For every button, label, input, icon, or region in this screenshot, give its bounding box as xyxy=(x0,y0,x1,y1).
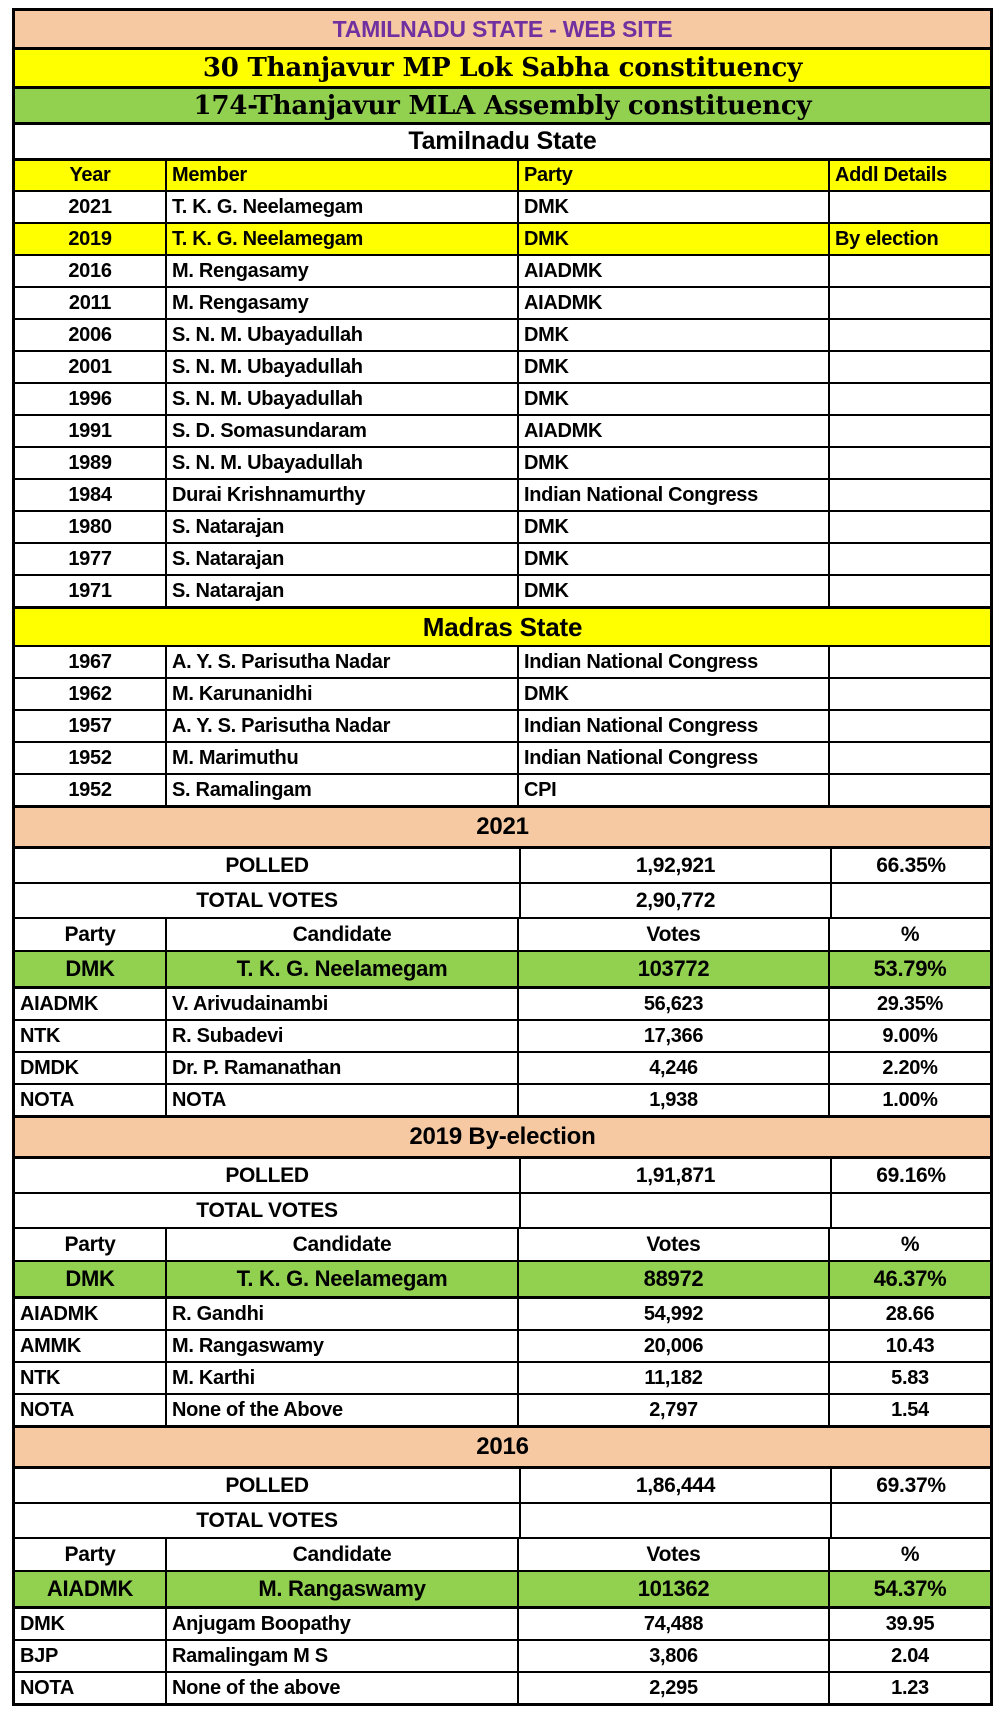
percent-cell: 46.37% xyxy=(828,1262,990,1296)
addl-details-cell xyxy=(828,576,990,606)
addl-details-cell xyxy=(828,352,990,382)
history-row xyxy=(15,414,990,446)
party-cell: DMK xyxy=(517,320,828,350)
party-cell: Indian National Congress xyxy=(517,711,828,741)
state-section-title-madras: Madras State xyxy=(15,606,990,645)
total-votes-value xyxy=(519,1504,830,1537)
party-column-header: Party xyxy=(64,1542,116,1566)
history-row xyxy=(15,773,990,805)
total-votes-label: TOTAL VOTES xyxy=(196,1508,338,1532)
result-row xyxy=(15,1639,990,1671)
party-cell: DMK xyxy=(20,1612,65,1635)
candidate-cell: T. K. G. Neelamegam xyxy=(165,952,517,986)
member-cell: M. Karunanidhi xyxy=(165,679,517,709)
total-votes-value xyxy=(519,1194,830,1227)
party-cell: NOTA xyxy=(20,1398,74,1421)
votes-cell: 101362 xyxy=(517,1572,828,1606)
year-cell: 1996 xyxy=(68,387,112,410)
percent-cell: 1.00% xyxy=(828,1085,990,1115)
votes-cell: 20,006 xyxy=(517,1331,828,1361)
addl-details-column-header: Addl Details xyxy=(828,161,990,190)
party-cell: NOTA xyxy=(20,1676,74,1699)
history-row xyxy=(15,510,990,542)
state-section-title-tamilnadu: Tamilnadu State xyxy=(15,122,990,158)
votes-cell: 54,992 xyxy=(517,1299,828,1329)
votes-cell: 3,806 xyxy=(517,1641,828,1671)
year-column-header: Year xyxy=(69,164,111,186)
percent-column-header: % xyxy=(828,1229,990,1260)
addl-details-cell xyxy=(828,647,990,677)
member-cell: M. Rengasamy xyxy=(165,256,517,286)
total-votes-label: TOTAL VOTES xyxy=(196,1198,338,1222)
party-cell: AIADMK xyxy=(517,256,828,286)
addl-details-cell xyxy=(828,711,990,741)
year-cell: 2021 xyxy=(68,195,112,218)
year-cell: 1962 xyxy=(68,682,112,705)
party-cell: CPI xyxy=(517,775,828,805)
candidate-column-header: Candidate xyxy=(165,1539,517,1570)
total-votes-percent xyxy=(830,1504,990,1537)
constituency-table xyxy=(12,8,993,1706)
addl-details-cell xyxy=(828,192,990,222)
member-cell: S. Natarajan xyxy=(165,576,517,606)
candidate-cell: M. Karthi xyxy=(165,1363,517,1393)
total-votes-label: TOTAL VOTES xyxy=(196,888,338,912)
election-other-rows xyxy=(15,986,990,1115)
votes-cell: 88972 xyxy=(517,1262,828,1296)
history-row xyxy=(15,645,990,677)
addl-details-cell xyxy=(828,320,990,350)
site-title: TAMILNADU STATE - WEB SITE xyxy=(15,11,990,47)
candidate-cell: Ramalingam M S xyxy=(165,1641,517,1671)
party-cell: DMK xyxy=(65,956,115,981)
year-cell: 2019 xyxy=(68,227,112,250)
addl-details-cell xyxy=(828,448,990,478)
polled-label: POLLED xyxy=(225,853,309,877)
polled-row xyxy=(15,1466,990,1502)
candidate-column-header: Candidate xyxy=(165,919,517,950)
result-row xyxy=(15,1019,990,1051)
percent-cell: 29.35% xyxy=(828,989,990,1019)
party-cell: DMK xyxy=(517,384,828,414)
polled-row xyxy=(15,846,990,882)
result-row xyxy=(15,1606,990,1639)
polled-votes: 1,91,871 xyxy=(519,1159,830,1192)
party-cell: DMK xyxy=(517,512,828,542)
total-votes-percent xyxy=(830,1194,990,1227)
percent-cell: 1.23 xyxy=(828,1673,990,1703)
party-cell: DMK xyxy=(517,192,828,222)
percent-cell: 9.00% xyxy=(828,1021,990,1051)
election-year-band: 2016 xyxy=(15,1425,990,1466)
party-cell: AIADMK xyxy=(46,1576,134,1601)
party-column-header: Party xyxy=(517,161,828,190)
history-row xyxy=(15,222,990,254)
votes-cell: 2,797 xyxy=(517,1395,828,1425)
result-row xyxy=(15,1051,990,1083)
history-row xyxy=(15,574,990,606)
candidate-cell: Anjugam Boopathy xyxy=(165,1609,517,1639)
result-row xyxy=(15,1361,990,1393)
history-row xyxy=(15,741,990,773)
year-cell: 1977 xyxy=(68,547,112,570)
party-cell: Indian National Congress xyxy=(517,743,828,773)
votes-cell: 56,623 xyxy=(517,989,828,1019)
total-votes-row xyxy=(15,882,990,917)
year-cell: 1980 xyxy=(68,515,112,538)
addl-details-cell xyxy=(828,256,990,286)
result-row xyxy=(15,1393,990,1425)
addl-details-cell xyxy=(828,288,990,318)
mla-constituency-title: 174-Thanjavur MLA Assembly constituency xyxy=(15,86,990,122)
percent-cell: 39.95 xyxy=(828,1609,990,1639)
party-cell: DMDK xyxy=(20,1056,79,1079)
party-cell: NTK xyxy=(20,1366,61,1389)
votes-cell: 103772 xyxy=(517,952,828,986)
mp-constituency-title: 30 Thanjavur MP Lok Sabha constituency xyxy=(15,47,990,86)
polled-label: POLLED xyxy=(225,1163,309,1187)
history-row xyxy=(15,286,990,318)
party-cell: NTK xyxy=(20,1024,61,1047)
history-row xyxy=(15,254,990,286)
year-cell: 1971 xyxy=(68,579,112,602)
addl-details-cell xyxy=(828,512,990,542)
member-cell: Durai Krishnamurthy xyxy=(165,480,517,510)
party-cell: DMK xyxy=(517,576,828,606)
member-cell: S. Ramalingam xyxy=(165,775,517,805)
percent-cell: 2.20% xyxy=(828,1053,990,1083)
percent-cell: 54.37% xyxy=(828,1572,990,1606)
votes-cell: 74,488 xyxy=(517,1609,828,1639)
year-cell: 1957 xyxy=(68,714,112,737)
member-cell: S. Natarajan xyxy=(165,544,517,574)
votes-cell: 11,182 xyxy=(517,1363,828,1393)
party-cell: Indian National Congress xyxy=(517,647,828,677)
addl-details-cell xyxy=(828,544,990,574)
polled-percent: 66.35% xyxy=(830,849,990,882)
polled-label: POLLED xyxy=(225,1473,309,1497)
year-cell: 1991 xyxy=(68,419,112,442)
percent-column-header: % xyxy=(828,919,990,950)
votes-cell: 2,295 xyxy=(517,1673,828,1703)
results-header-row xyxy=(15,1537,990,1570)
history-row xyxy=(15,709,990,741)
member-cell: S. N. M. Ubayadullah xyxy=(165,448,517,478)
year-cell: 2016 xyxy=(68,259,112,282)
year-cell: 1984 xyxy=(68,483,112,506)
party-cell: AIADMK xyxy=(20,992,99,1015)
polled-votes: 1,92,921 xyxy=(519,849,830,882)
polled-percent: 69.16% xyxy=(830,1159,990,1192)
percent-cell: 5.83 xyxy=(828,1363,990,1393)
member-cell: M. Rengasamy xyxy=(165,288,517,318)
election-other-rows xyxy=(15,1606,990,1703)
total-votes-row xyxy=(15,1502,990,1537)
year-cell: 1989 xyxy=(68,451,112,474)
party-cell: BJP xyxy=(20,1644,59,1667)
result-row xyxy=(15,1296,990,1329)
candidate-column-header: Candidate xyxy=(165,1229,517,1260)
history-row xyxy=(15,190,990,222)
tamilnadu-history-rows xyxy=(15,190,990,606)
member-cell: S. D. Somasundaram xyxy=(165,416,517,446)
results-header-row xyxy=(15,917,990,950)
party-cell: AIADMK xyxy=(517,416,828,446)
member-cell: T. K. G. Neelamegam xyxy=(165,224,517,254)
party-column-header: Party xyxy=(64,922,116,946)
candidate-cell: Dr. P. Ramanathan xyxy=(165,1053,517,1083)
result-row xyxy=(15,1329,990,1361)
member-cell: S. N. M. Ubayadullah xyxy=(165,320,517,350)
candidate-cell: R. Subadevi xyxy=(165,1021,517,1051)
addl-details-cell: By election xyxy=(828,224,990,254)
party-cell: AIADMK xyxy=(20,1302,99,1325)
percent-cell: 53.79% xyxy=(828,952,990,986)
polled-votes: 1,86,444 xyxy=(519,1469,830,1502)
candidate-cell: V. Arivudainambi xyxy=(165,989,517,1019)
candidate-cell: None of the Above xyxy=(165,1395,517,1425)
party-column-header: Party xyxy=(64,1232,116,1256)
member-cell: S. N. M. Ubayadullah xyxy=(165,352,517,382)
polled-percent: 69.37% xyxy=(830,1469,990,1502)
year-cell: 1967 xyxy=(68,650,112,673)
votes-cell: 1,938 xyxy=(517,1085,828,1115)
member-cell: A. Y. S. Parisutha Nadar xyxy=(165,647,517,677)
member-cell: A. Y. S. Parisutha Nadar xyxy=(165,711,517,741)
votes-column-header: Votes xyxy=(517,919,828,950)
votes-cell: 17,366 xyxy=(517,1021,828,1051)
candidate-cell: M. Rangaswamy xyxy=(165,1331,517,1361)
addl-details-cell xyxy=(828,775,990,805)
party-cell: NOTA xyxy=(20,1088,74,1111)
winner-row xyxy=(15,1570,990,1606)
history-row xyxy=(15,382,990,414)
year-cell: 2001 xyxy=(68,355,112,378)
party-cell: DMK xyxy=(65,1266,115,1291)
total-votes-row xyxy=(15,1192,990,1227)
percent-cell: 1.54 xyxy=(828,1395,990,1425)
party-cell: AIADMK xyxy=(517,288,828,318)
addl-details-cell xyxy=(828,384,990,414)
history-row xyxy=(15,542,990,574)
member-cell: M. Marimuthu xyxy=(165,743,517,773)
election-year-band: 2021 xyxy=(15,805,990,846)
history-row xyxy=(15,318,990,350)
year-cell: 1952 xyxy=(68,778,112,801)
member-cell: S. N. M. Ubayadullah xyxy=(165,384,517,414)
year-cell: 1952 xyxy=(68,746,112,769)
results-header-row xyxy=(15,1227,990,1260)
addl-details-cell xyxy=(828,480,990,510)
member-column-header: Member xyxy=(165,161,517,190)
candidate-cell: M. Rangaswamy xyxy=(165,1572,517,1606)
candidate-cell: T. K. G. Neelamegam xyxy=(165,1262,517,1296)
history-header-row xyxy=(15,158,990,190)
election-other-rows xyxy=(15,1296,990,1425)
polled-row xyxy=(15,1156,990,1192)
year-cell: 2011 xyxy=(68,291,112,314)
party-cell: DMK xyxy=(517,679,828,709)
party-cell: DMK xyxy=(517,224,828,254)
total-votes-value: 2,90,772 xyxy=(519,884,830,917)
percent-cell: 10.43 xyxy=(828,1331,990,1361)
year-cell: 2006 xyxy=(68,323,112,346)
candidate-cell: R. Gandhi xyxy=(165,1299,517,1329)
percent-cell: 2.04 xyxy=(828,1641,990,1671)
winner-row xyxy=(15,1260,990,1296)
votes-column-header: Votes xyxy=(517,1539,828,1570)
madras-history-rows xyxy=(15,645,990,805)
party-cell: Indian National Congress xyxy=(517,480,828,510)
party-cell: DMK xyxy=(517,544,828,574)
candidate-cell: None of the above xyxy=(165,1673,517,1703)
result-row xyxy=(15,986,990,1019)
winner-row xyxy=(15,950,990,986)
member-cell: S. Natarajan xyxy=(165,512,517,542)
addl-details-cell xyxy=(828,679,990,709)
history-row xyxy=(15,446,990,478)
candidate-cell: NOTA xyxy=(165,1085,517,1115)
total-votes-percent xyxy=(830,884,990,917)
addl-details-cell xyxy=(828,743,990,773)
party-cell: DMK xyxy=(517,352,828,382)
history-row xyxy=(15,478,990,510)
history-row xyxy=(15,677,990,709)
party-cell: AMMK xyxy=(20,1334,82,1357)
result-row xyxy=(15,1083,990,1115)
votes-column-header: Votes xyxy=(517,1229,828,1260)
percent-column-header: % xyxy=(828,1539,990,1570)
member-cell: T. K. G. Neelamegam xyxy=(165,192,517,222)
party-cell: DMK xyxy=(517,448,828,478)
election-year-band: 2019 By-election xyxy=(15,1115,990,1156)
addl-details-cell xyxy=(828,416,990,446)
result-row xyxy=(15,1671,990,1703)
votes-cell: 4,246 xyxy=(517,1053,828,1083)
percent-cell: 28.66 xyxy=(828,1299,990,1329)
history-row xyxy=(15,350,990,382)
